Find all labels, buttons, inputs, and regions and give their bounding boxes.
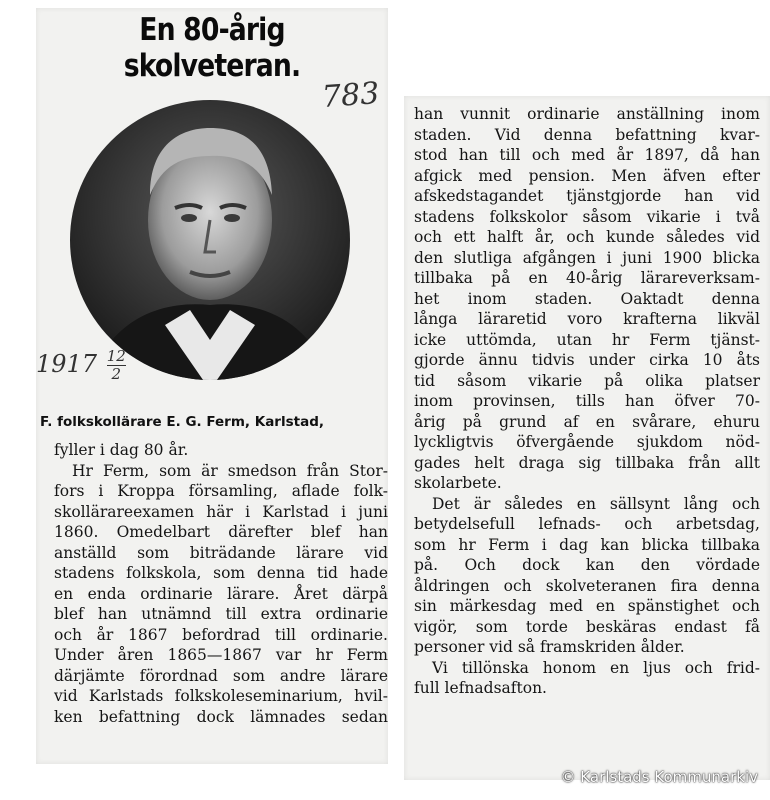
article-line: stadens folkskolor såsom vikarie i två — [414, 207, 760, 226]
article-line: Vi tillönska honom en ljus och frid- — [432, 658, 760, 677]
article-line: afgick med pension. Men äfven efter — [414, 166, 760, 185]
article-line: stadens folkskola, som denna tid hade — [54, 564, 388, 582]
article-line: han vunnit ordinarie anställning inom — [414, 105, 760, 123]
article-line: den slutliga afgången i juni 1900 blicka — [414, 248, 760, 267]
article-line: staden. Vid denna befattning kvar- — [414, 125, 760, 144]
article-line: Under åren 1865—1867 var hr Ferm — [54, 646, 388, 664]
article-line: och år 1867 befordrad till ordinarie. — [54, 625, 388, 644]
handwritten-date-denominator: 2 — [111, 365, 122, 383]
archive-watermark: © Karlstads Kommunarkiv — [560, 768, 758, 786]
article-left-column — [54, 440, 388, 727]
article-line: fors i Kroppa församling, aflade folk- — [54, 482, 388, 500]
article-line: en enda ordinarie lärare. Året därpå — [54, 584, 388, 603]
article-line: personer vid så framskriden ålder. — [414, 638, 685, 656]
article-line: tid såsom vikarie på olika platser — [414, 371, 760, 390]
handwritten-date-numerator: 12 — [106, 347, 126, 365]
portrait-photo — [70, 100, 350, 380]
article-line: anställd som biträdande lärare vid — [54, 543, 388, 562]
article-line: afskedstagandet tjänstgjorde han vid — [414, 187, 760, 205]
article-line: och ett halft år, och kunde således vid — [414, 228, 760, 246]
article-line: lyckligtvis öfvergående sjukdom nöd- — [414, 433, 760, 451]
article-line: inom provinsen, tills han öfver 70- — [414, 392, 760, 410]
portrait-illustration — [70, 100, 350, 380]
article-line: årig på grund af en svårare, ehuru — [414, 412, 760, 431]
article-line: ken befattning dock lämnades sedan — [54, 707, 388, 726]
article-line: het inom staden. Oaktadt denna — [414, 289, 760, 308]
article-line: gjorde ännu tidvis under cirka 10 åts — [414, 351, 760, 369]
photo-caption: F. folkskollärare E. G. Ferm, Karlstad, — [40, 414, 324, 430]
article-line: 1860. Omedelbart därefter blef han — [54, 523, 388, 541]
article-line: fyller i dag 80 år. — [54, 441, 189, 459]
headline: En 80-årig skolveteran. — [123, 12, 301, 84]
article-line: gades helt draga sig tillbaka från allt — [414, 453, 760, 472]
article-line: skollärareexamen här i Karlstad i juni — [54, 502, 388, 521]
handwritten-number: 783 — [320, 76, 381, 115]
article-line: långa läraretid voro krafterna likväl — [414, 310, 760, 328]
article-line: på. Och dock kan den vördade — [414, 556, 760, 574]
handwritten-date — [36, 348, 126, 383]
article-line: tillbaka på en 40-årig lärareverksam- — [414, 269, 760, 287]
article-line: full lefnadsafton. — [414, 679, 547, 697]
article-right-column — [414, 104, 760, 699]
handwritten-fraction — [107, 348, 126, 383]
article-line: vid Karlstads folkskoleseminarium, hvil- — [54, 687, 388, 705]
article-line: vigör, som torde beskäras endast få — [414, 617, 760, 636]
article-line: icke uttömda, utan hr Ferm tjänst- — [414, 330, 760, 349]
article-line: Hr Ferm, som är smedson från Stor- — [72, 461, 388, 480]
handwritten-year: 1917 — [36, 350, 98, 378]
article-line: betydelsefull lefnads- och arbetsdag, — [414, 515, 760, 533]
article-line: därjämte förordnad som andre lärare — [54, 666, 388, 685]
article-line: skolarbete. — [414, 474, 502, 492]
article-line: stod han till och med år 1897, då han — [414, 146, 760, 164]
article-line: Det är således en sällsynt lång och — [432, 494, 760, 513]
article-line: som hr Ferm i dag kan blicka tillbaka — [414, 535, 760, 554]
article-line: sin märkesdag med en spänstighet och — [414, 597, 760, 615]
article-line: åldringen och skolveteranen fira denna — [414, 576, 760, 595]
article-line: blef han utnämnd till extra ordinarie — [54, 605, 388, 623]
